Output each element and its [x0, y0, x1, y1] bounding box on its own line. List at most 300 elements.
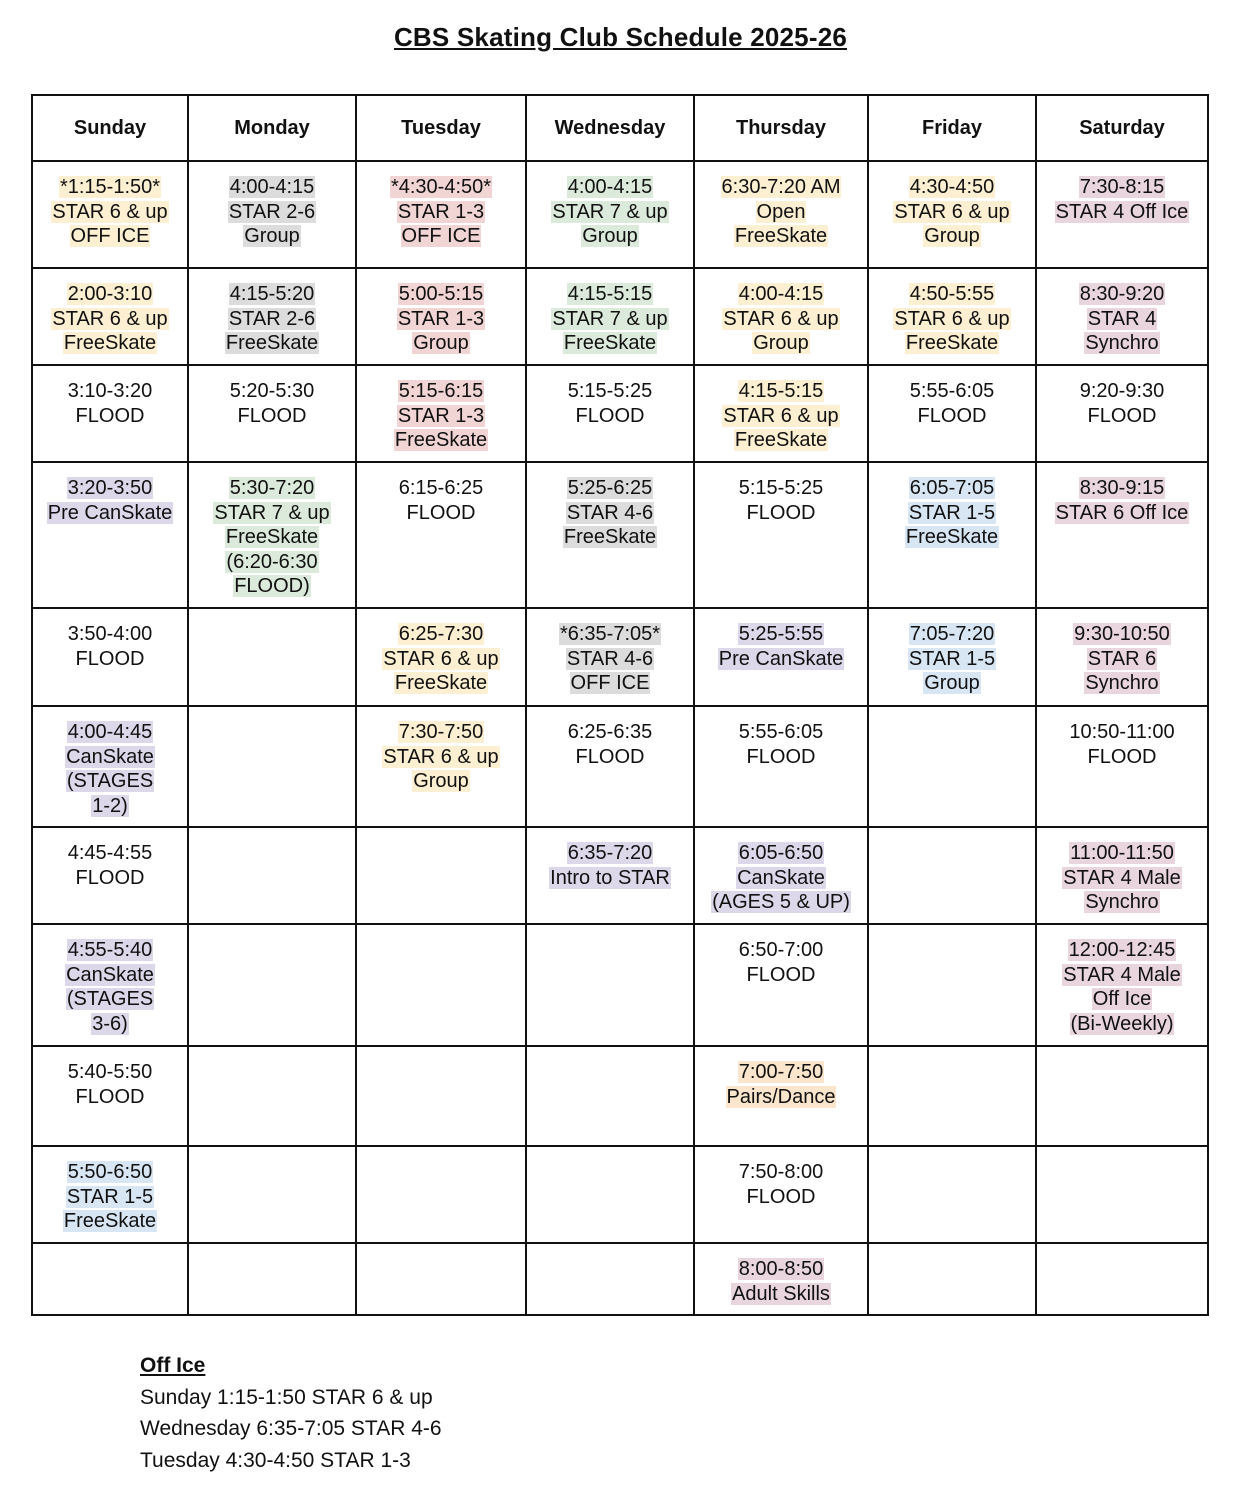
schedule-cell: [868, 924, 1036, 1046]
schedule-cell: [356, 1046, 526, 1146]
schedule-cell: [526, 1243, 694, 1315]
session-block: [357, 269, 525, 356]
schedule-cell: [1036, 365, 1208, 462]
schedule-row: [32, 827, 1208, 924]
session-line: FreeSkate: [394, 672, 488, 694]
schedule-cell: [694, 827, 868, 924]
session-block: [527, 707, 693, 769]
session-line: STAR 4 Male: [1063, 963, 1181, 986]
session-line: STAR 6 & up: [52, 200, 168, 223]
session-block: [527, 1047, 693, 1060]
session-line: Synchro: [1085, 332, 1159, 354]
schedule-cell: [868, 462, 1036, 608]
session-line: FreeSkate: [734, 429, 828, 451]
schedule-cell: [1036, 161, 1208, 268]
session-block: [1037, 925, 1207, 1036]
off-ice-note: [140, 1350, 442, 1476]
session-block: [357, 707, 525, 794]
session-line: STAR 1-5: [66, 1185, 154, 1208]
session-line: FreeSkate: [63, 332, 157, 354]
session-line: STAR 4-6: [566, 501, 654, 524]
day-header: Tuesday: [356, 95, 526, 161]
session-block: [189, 609, 355, 622]
schedule-cell: [526, 161, 694, 268]
schedule-cell: [526, 1146, 694, 1243]
session-line: FLOOD: [75, 866, 145, 889]
session-block: [357, 609, 525, 696]
session-line: 3:10-3:20: [67, 380, 153, 402]
session-line: FreeSkate: [225, 332, 319, 354]
session-line: Synchro: [1085, 891, 1159, 913]
session-block: [33, 828, 187, 890]
session-line: FreeSkate: [905, 526, 999, 548]
session-line: Group: [924, 672, 980, 694]
session-line: FLOOD: [1087, 404, 1157, 427]
schedule-cell: [32, 268, 188, 365]
session-block: [695, 1047, 867, 1109]
session-line: STAR 4 Male: [1063, 866, 1181, 889]
session-line: 5:15-5:25: [738, 477, 824, 499]
schedule-table: [31, 94, 1209, 1316]
session-block: [189, 463, 355, 599]
session-line: 8:30-9:20: [1079, 283, 1165, 305]
session-block: [33, 162, 187, 249]
schedule-cell: [526, 1046, 694, 1146]
off-ice-line: Sunday 1:15-1:50 STAR 6 & up: [140, 1385, 433, 1409]
session-block: [869, 609, 1035, 696]
session-line: Group: [244, 225, 300, 247]
schedule-cell: [188, 608, 356, 706]
session-line: 3-6): [92, 1012, 128, 1035]
session-line: FreeSkate: [734, 225, 828, 247]
session-block: [1037, 1244, 1207, 1257]
session-block: [189, 269, 355, 356]
session-block: [357, 1147, 525, 1160]
session-block: [695, 707, 867, 769]
schedule-cell: [356, 268, 526, 365]
session-line: 7:50-8:00: [738, 1161, 824, 1183]
session-line: FLOOD: [75, 647, 145, 670]
session-line: Group: [413, 770, 469, 792]
schedule-cell: [32, 462, 188, 608]
schedule-cell: [694, 161, 868, 268]
schedule-cell: [868, 1046, 1036, 1146]
session-line: Group: [582, 225, 638, 247]
session-block: [33, 609, 187, 671]
session-block: [1037, 828, 1207, 915]
session-block: [527, 925, 693, 938]
schedule-cell: [526, 608, 694, 706]
session-block: [357, 1244, 525, 1257]
day-header: Friday: [868, 95, 1036, 161]
schedule-cell: [868, 706, 1036, 827]
session-block: [189, 925, 355, 938]
schedule-row: [32, 161, 1208, 268]
session-line: FreeSkate: [563, 526, 657, 548]
schedule-cell: [1036, 268, 1208, 365]
schedule-row: [32, 1046, 1208, 1146]
session-line: Adult Skills: [732, 1282, 830, 1305]
session-line: 11:00-11:50: [1070, 842, 1174, 864]
session-block: [357, 828, 525, 841]
schedule-cell: [188, 706, 356, 827]
session-block: [357, 366, 525, 453]
session-line: 6:30-7:20 AM: [721, 176, 841, 198]
schedule-cell: [868, 1243, 1036, 1315]
session-line: Pre CanSkate: [47, 501, 173, 524]
session-line: Group: [753, 332, 809, 354]
session-line: 3:50-4:00: [67, 623, 153, 645]
schedule-cell: [526, 827, 694, 924]
schedule-cell: [868, 161, 1036, 268]
schedule-cell: [356, 924, 526, 1046]
schedule-row: [32, 706, 1208, 827]
schedule-cell: [356, 706, 526, 827]
session-line: 4:50-5:55: [909, 283, 995, 305]
session-block: [527, 1244, 693, 1257]
session-line: (AGES 5 & UP): [712, 891, 850, 913]
session-line: STAR 6 & up: [383, 745, 499, 768]
session-line: (Bi-Weekly): [1070, 1012, 1174, 1035]
session-block: [869, 162, 1035, 249]
session-block: [527, 162, 693, 249]
schedule-cell: [694, 608, 868, 706]
schedule-row: [32, 365, 1208, 462]
day-header: Sunday: [32, 95, 188, 161]
schedule-cell: [188, 1146, 356, 1243]
schedule-row: [32, 924, 1208, 1046]
session-line: 9:30-10:50: [1074, 623, 1170, 645]
schedule-cell: [356, 462, 526, 608]
session-line: STAR 1-3: [397, 307, 485, 330]
session-line: FLOOD: [75, 404, 145, 427]
session-block: [695, 1244, 867, 1306]
schedule-cell: [188, 161, 356, 268]
schedule-cell: [1036, 924, 1208, 1046]
schedule-cell: [32, 924, 188, 1046]
session-line: (STAGES: [66, 988, 154, 1010]
session-block: [1037, 162, 1207, 224]
schedule-cell: [868, 268, 1036, 365]
session-line: 4:55-5:40: [67, 939, 153, 961]
session-line: 12:00-12:45: [1068, 939, 1176, 961]
session-line: STAR 6 & up: [52, 307, 168, 330]
session-block: [869, 1047, 1035, 1060]
session-block: [1037, 609, 1207, 696]
session-line: 6:50-7:00: [738, 939, 824, 961]
session-block: [869, 1147, 1035, 1160]
session-block: [695, 162, 867, 249]
session-line: 4:00-4:15: [738, 283, 824, 305]
session-line: 4:00-4:45: [67, 721, 153, 743]
schedule-cell: [526, 462, 694, 608]
schedule-cell: [868, 1146, 1036, 1243]
session-line: FLOOD: [917, 404, 987, 427]
session-block: [869, 366, 1035, 428]
session-block: [1037, 707, 1207, 769]
session-block: [33, 269, 187, 356]
day-header: Saturday: [1036, 95, 1208, 161]
schedule-cell: [1036, 827, 1208, 924]
schedule-cell: [356, 827, 526, 924]
session-block: [695, 609, 867, 671]
session-line: 6:25-7:30: [398, 623, 484, 645]
session-line: 6:05-7:05: [909, 477, 995, 499]
session-line: STAR 1-3: [397, 404, 485, 427]
session-line: FreeSkate: [394, 429, 488, 451]
schedule-cell: [694, 1146, 868, 1243]
schedule-row: [32, 1146, 1208, 1243]
session-block: [33, 366, 187, 428]
schedule-cell: [526, 706, 694, 827]
session-line: 8:30-9:15: [1079, 477, 1165, 499]
schedule-cell: [188, 268, 356, 365]
session-block: [33, 707, 187, 818]
schedule-cell: [32, 365, 188, 462]
schedule-cell: [188, 1046, 356, 1146]
session-line: FLOOD: [746, 1185, 816, 1208]
session-block: [1037, 1147, 1207, 1160]
schedule-row: [32, 1243, 1208, 1315]
schedule-cell: [32, 1243, 188, 1315]
session-line: STAR 1-5: [908, 647, 996, 670]
session-block: [189, 1047, 355, 1060]
session-block: [189, 828, 355, 841]
session-line: 6:35-7:20: [567, 842, 653, 864]
schedule-row: [32, 268, 1208, 365]
session-line: STAR 7 & up: [214, 501, 330, 524]
schedule-cell: [32, 827, 188, 924]
session-line: FLOOD: [75, 1085, 145, 1108]
session-line: FLOOD: [575, 745, 645, 768]
session-line: 7:30-8:15: [1079, 176, 1165, 198]
session-block: [869, 269, 1035, 356]
session-line: STAR 6 & up: [723, 307, 839, 330]
session-line: *4:30-4:50*: [390, 176, 492, 198]
session-block: [1037, 1047, 1207, 1060]
session-line: FLOOD: [746, 501, 816, 524]
schedule-cell: [188, 1243, 356, 1315]
schedule-cell: [694, 365, 868, 462]
session-line: STAR 6 & up: [723, 404, 839, 427]
schedule-cell: [1036, 462, 1208, 608]
schedule-row: [32, 462, 1208, 608]
session-line: (STAGES: [66, 770, 154, 792]
session-line: Pairs/Dance: [726, 1085, 836, 1108]
session-block: [189, 707, 355, 720]
schedule-cell: [1036, 1146, 1208, 1243]
schedule-cell: [188, 462, 356, 608]
schedule-cell: [32, 161, 188, 268]
session-line: STAR 2-6: [228, 307, 316, 330]
session-line: FLOOD: [746, 963, 816, 986]
session-block: [527, 366, 693, 428]
session-block: [33, 1147, 187, 1234]
session-line: STAR 7 & up: [552, 200, 668, 223]
schedule-cell: [694, 1243, 868, 1315]
session-line: STAR 6 & up: [894, 200, 1010, 223]
session-block: [527, 269, 693, 356]
session-line: STAR 6 & up: [894, 307, 1010, 330]
session-line: STAR 6 & up: [383, 647, 499, 670]
schedule-cell: [356, 1243, 526, 1315]
session-block: [869, 828, 1035, 841]
schedule-cell: [188, 827, 356, 924]
schedule-cell: [694, 462, 868, 608]
session-block: [527, 609, 693, 696]
schedule-cell: [1036, 1243, 1208, 1315]
session-line: 4:45-4:55: [67, 842, 153, 864]
schedule-cell: [694, 1046, 868, 1146]
session-line: Intro to STAR: [550, 866, 670, 889]
session-line: (6:20-6:30: [226, 550, 318, 573]
session-line: 1-2): [92, 794, 128, 817]
session-line: 4:15-5:15: [567, 283, 653, 305]
schedule-cell: [356, 161, 526, 268]
session-line: FLOOD): [234, 575, 310, 597]
day-header: Monday: [188, 95, 356, 161]
session-line: *6:35-7:05*: [559, 623, 661, 645]
session-line: STAR 6: [1087, 647, 1157, 670]
schedule-cell: [526, 365, 694, 462]
session-line: 7:00-7:50: [738, 1061, 824, 1083]
session-line: 9:20-9:30: [1079, 380, 1165, 402]
session-block: [695, 269, 867, 356]
schedule-cell: [188, 924, 356, 1046]
session-line: 4:30-4:50: [909, 176, 995, 198]
off-ice-line: Tuesday 4:30-4:50 STAR 1-3: [140, 1448, 411, 1472]
schedule-cell: [1036, 1046, 1208, 1146]
session-line: 7:05-7:20: [909, 623, 995, 645]
session-line: OFF ICE: [70, 225, 150, 247]
session-block: [33, 1244, 187, 1257]
page-title: CBS Skating Club Schedule 2025-26: [393, 22, 848, 52]
session-line: STAR 7 & up: [552, 307, 668, 330]
session-block: [695, 463, 867, 525]
session-block: [357, 1047, 525, 1060]
session-line: 5:50-6:50: [67, 1161, 153, 1183]
session-block: [527, 463, 693, 550]
off-ice-line: Wednesday 6:35-7:05 STAR 4-6: [140, 1417, 442, 1440]
session-line: 4:00-4:15: [567, 176, 653, 198]
session-line: 5:25-6:25: [567, 477, 653, 499]
session-line: 3:20-3:50: [67, 477, 153, 499]
session-block: [33, 463, 187, 525]
session-line: FreeSkate: [63, 1210, 157, 1232]
session-block: [527, 1147, 693, 1160]
session-block: [33, 1047, 187, 1109]
day-header: Thursday: [694, 95, 868, 161]
session-line: FLOOD: [1087, 745, 1157, 768]
session-line: 4:15-5:15: [738, 380, 824, 402]
session-block: [695, 828, 867, 915]
session-block: [189, 1244, 355, 1257]
session-block: [527, 828, 693, 890]
session-block: [869, 1244, 1035, 1257]
schedule-cell: [356, 608, 526, 706]
session-block: [869, 463, 1035, 550]
session-line: Group: [413, 332, 469, 354]
header-row: [32, 95, 1208, 161]
schedule-cell: [526, 268, 694, 365]
session-block: [357, 925, 525, 938]
schedule-cell: [694, 706, 868, 827]
session-line: OFF ICE: [401, 225, 481, 247]
session-line: FLOOD: [406, 501, 476, 524]
session-line: 5:30-7:20: [229, 477, 315, 499]
session-line: 6:05-6:50: [738, 842, 824, 864]
session-block: [189, 366, 355, 428]
session-line: FreeSkate: [905, 332, 999, 354]
schedule-body: [32, 161, 1208, 1315]
off-ice-heading: Off Ice: [140, 1354, 206, 1377]
session-line: 7:30-7:50: [398, 721, 484, 743]
session-line: 2:00-3:10: [67, 283, 153, 305]
session-line: 4:00-4:15: [229, 176, 315, 198]
session-line: OFF ICE: [570, 672, 650, 694]
session-line: STAR 2-6: [228, 200, 316, 223]
session-line: 5:55-6:05: [909, 380, 995, 402]
session-line: CanSkate: [66, 745, 154, 768]
session-block: [1037, 366, 1207, 428]
schedule-cell: [32, 1046, 188, 1146]
schedule-cell: [356, 365, 526, 462]
session-block: [869, 925, 1035, 938]
session-line: 5:25-5:55: [738, 623, 824, 645]
session-line: 5:20-5:30: [229, 380, 315, 402]
schedule-cell: [188, 365, 356, 462]
schedule-cell: [1036, 706, 1208, 827]
schedule-cell: [32, 706, 188, 827]
session-line: STAR 1-3: [397, 200, 485, 223]
session-block: [695, 1147, 867, 1209]
session-block: [357, 463, 525, 525]
session-block: [189, 162, 355, 249]
session-block: [695, 366, 867, 453]
session-block: [189, 1147, 355, 1160]
session-line: CanSkate: [737, 866, 825, 889]
session-block: [33, 925, 187, 1036]
session-line: FLOOD: [575, 404, 645, 427]
session-line: STAR 4-6: [566, 647, 654, 670]
day-header: Wednesday: [526, 95, 694, 161]
session-line: STAR 6 Off Ice: [1055, 501, 1189, 524]
session-line: 10:50-11:00: [1069, 721, 1175, 743]
session-line: FreeSkate: [225, 526, 319, 548]
schedule-cell: [32, 1146, 188, 1243]
schedule-cell: [694, 924, 868, 1046]
session-line: 5:00-5:15: [398, 283, 484, 305]
session-line: 5:15-6:15: [398, 380, 484, 402]
schedule-cell: [526, 924, 694, 1046]
session-line: STAR 1-5: [908, 501, 996, 524]
schedule-cell: [868, 827, 1036, 924]
session-line: STAR 4 Off Ice: [1055, 200, 1189, 223]
session-line: STAR 4: [1087, 307, 1157, 330]
schedule-cell: [356, 1146, 526, 1243]
schedule-cell: [32, 608, 188, 706]
session-line: FreeSkate: [563, 332, 657, 354]
session-line: Pre CanSkate: [718, 647, 844, 670]
session-line: *1:15-1:50*: [59, 176, 161, 198]
schedule-cell: [868, 608, 1036, 706]
session-line: 6:15-6:25: [398, 477, 484, 499]
session-block: [1037, 269, 1207, 356]
session-line: Synchro: [1085, 672, 1159, 694]
session-line: 4:15-5:20: [229, 283, 315, 305]
session-block: [869, 707, 1035, 720]
schedule-cell: [868, 365, 1036, 462]
